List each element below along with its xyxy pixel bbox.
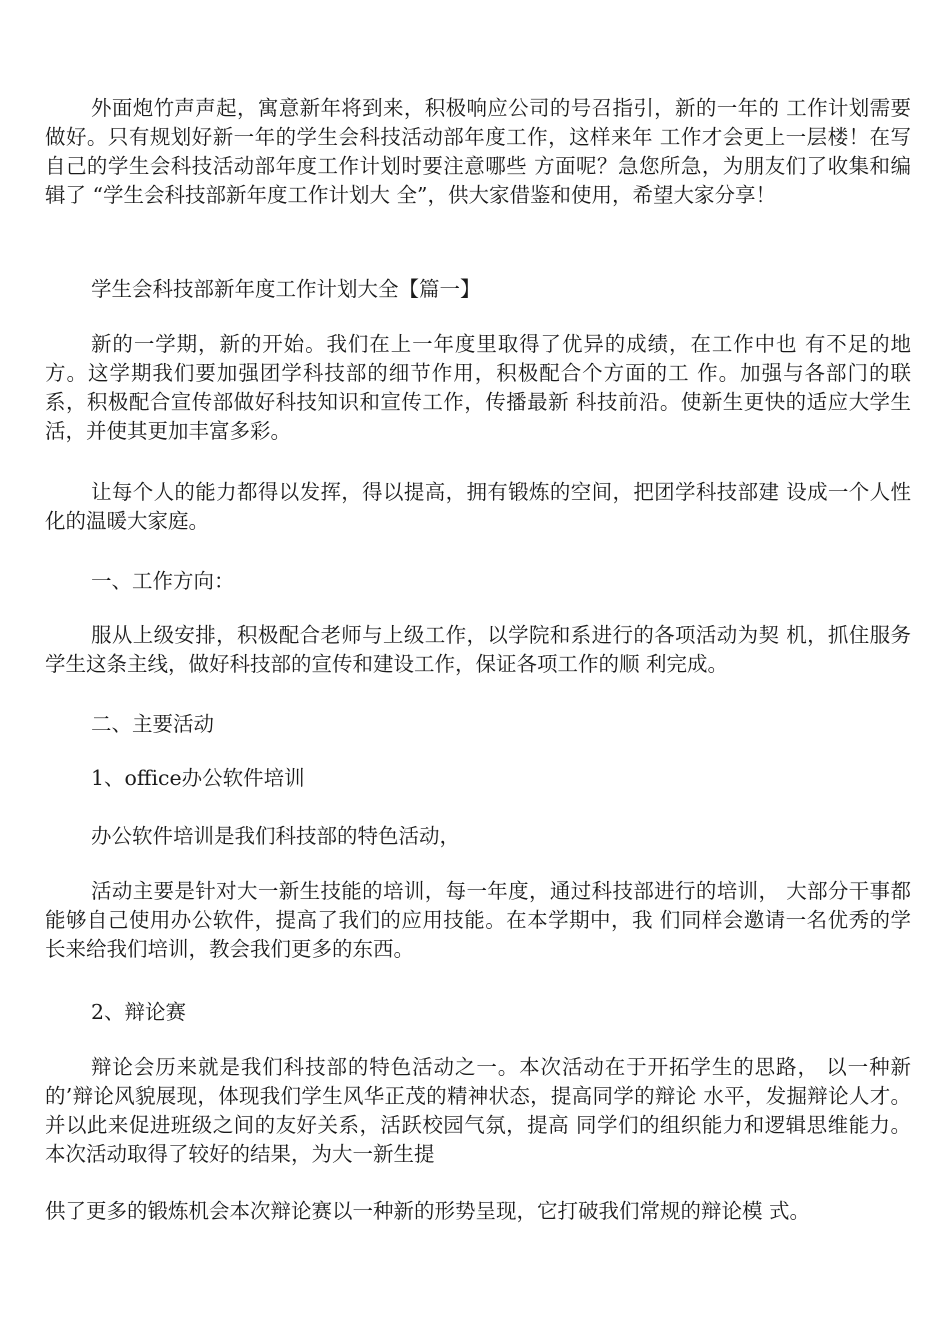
office-training-intro: 办公软件培训是我们科技部的特色活动， (91, 824, 460, 848)
team-vision-paragraph: 让每个人的能力都得以发挥，得以提高，拥有锻炼的空间，把团学科技部建 设成一个人性化的温暖大家庭。 (45, 480, 911, 533)
heading-office-training: 1、office办公软件培训 (91, 766, 305, 790)
heading-work-direction: 一、工作方向： (91, 569, 235, 593)
intro-paragraph: 外面炮竹声声起，寓意新年将到来，积极响应公司的号召指引，新的一年的 工作计划需要做好。只有规划好新一年的学生会科技活动部年度工作，这样来年 工作才会更上一层楼！在写自己的学生会科技活动部年度工作计划时要注意哪些 方面呢？急您所急，为朋友们了收集和编辑了 “学生会科技部新年度工作计划大 全”，供大家借鉴和使用，希望大家分享！ (45, 96, 911, 207)
semester-overview-paragraph: 新的一学期，新的开始。我们在上一年度里取得了优异的成绩，在工作中也 有不足的地方。这学期我们要加强团学科技部的细节作用，积极配合个方面的工 作。加强与各部门的联系，积极配合宣传部做好科技知识和宣传工作，传播最新 科技前沿。使新生更快的适应大学生活，并使其更加丰富多彩。 (45, 332, 911, 443)
work-direction-paragraph: 服从上级安排，积极配合老师与上级工作，以学院和系进行的各项活动为契 机，抓住服务学生这条主线，做好科技部的宣传和建设工作，保证各项工作的顺 利完成。 (45, 623, 911, 676)
debate-continuation-paragraph: 供了更多的锻炼机会本次辩论赛以一种新的形势呈现，它打破我们常规的辩论模 式。 (45, 1199, 811, 1223)
heading-main-activities: 二、主要活动 (91, 712, 214, 736)
debate-paragraph: 辩论会历来就是我们科技部的特色活动之一。本次活动在于开拓学生的思路， 以一种新的’辩论风貌展现，体现我们学生风华正茂的精神状态，提高同学的辩论 水平，发掘辩论人才。并以此来促进班级之间的友好关系，活跃校园气氛，提高 同学们的组织能力和逻辑思维能力。本次活动取得了较好的结果，为大一新生提 (45, 1055, 911, 1166)
heading-debate: 2、辩论赛 (91, 1000, 187, 1024)
section-title-part-one: 学生会科技部新年度工作计划大全【篇一】 (91, 277, 481, 301)
office-training-paragraph: 活动主要是针对大一新生技能的培训，每一年度，通过科技部进行的培训， 大部分干事都能够自己使用办公软件，提高了我们的应用技能。在本学期中，我 们同样会邀请一名优秀的学长来给我们培训，教会我们更多的东西。 (45, 879, 911, 961)
